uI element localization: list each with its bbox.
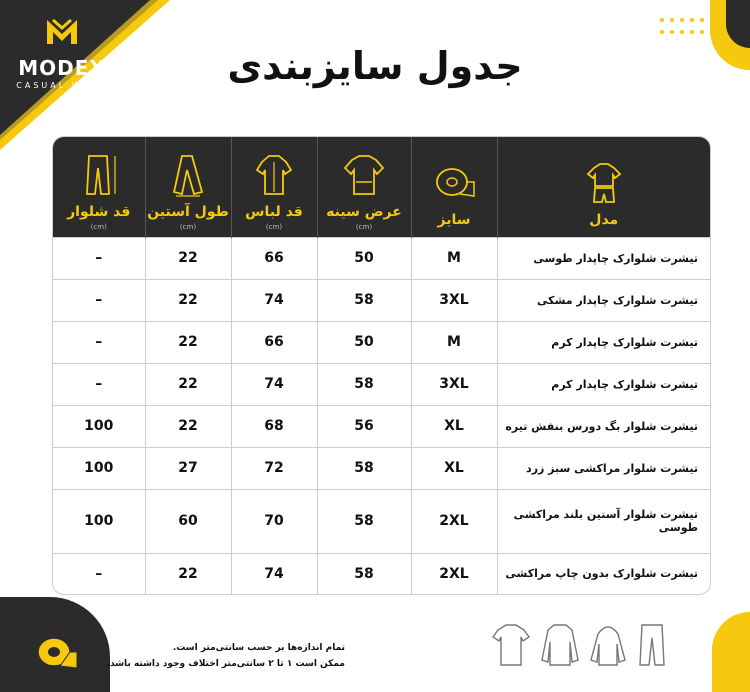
- tshirt-chest-icon: [342, 152, 386, 198]
- model-cell: تیشرت شلوار آستین بلند مراکشی طوسی: [497, 489, 710, 553]
- clothing-icons-row: [492, 620, 672, 670]
- column-header: [231, 137, 317, 237]
- chest-width-cell: 58: [317, 363, 411, 405]
- pants-length-cell: 100: [53, 447, 145, 489]
- table-row: [53, 405, 710, 447]
- note-line-1: تمام اندازه‌ها بر حسب سانتی‌متر است.: [172, 643, 345, 653]
- outfit-icon: [582, 160, 626, 206]
- pants-length-cell: –: [53, 321, 145, 363]
- sleeve-length-cell: 22: [145, 321, 231, 363]
- chest-width-cell: 58: [317, 553, 411, 594]
- column-label: قد شلوار: [67, 203, 131, 220]
- chest-width-cell: 58: [317, 279, 411, 321]
- measurement-note: [105, 640, 345, 672]
- pants-length-cell: 100: [53, 489, 145, 553]
- pants-length-cell: –: [53, 237, 145, 279]
- brand-tagline: CASUAL WEAR: [16, 81, 108, 90]
- garment-length-cell: 74: [231, 363, 317, 405]
- column-unit: (cm): [179, 222, 197, 231]
- sleeve-length-cell: 22: [145, 553, 231, 594]
- chest-width-cell: 58: [317, 447, 411, 489]
- size-cell: 3XL: [411, 279, 497, 321]
- model-cell: تیشرت شلوارک چاپدار کرم: [497, 363, 710, 405]
- model-cell: تیشرت شلوارک بدون چاپ مراکشی: [497, 553, 710, 594]
- model-cell: تیشرت شلوار بگ دورس بنفش تیره: [497, 405, 710, 447]
- column-header: [497, 137, 710, 237]
- size-cell: 2XL: [411, 553, 497, 594]
- sleeve-length-cell: 22: [145, 405, 231, 447]
- column-header: [317, 137, 411, 237]
- garment-length-cell: 68: [231, 405, 317, 447]
- chest-width-cell: 58: [317, 489, 411, 553]
- column-label: طول آستین: [147, 203, 229, 220]
- sleeve-length-cell: 60: [145, 489, 231, 553]
- hoodie-icon: [591, 627, 625, 665]
- tape-measure-icon: [432, 160, 476, 206]
- pants-length-cell: –: [53, 363, 145, 405]
- column-label: سایز: [437, 211, 471, 228]
- chest-width-cell: 50: [317, 321, 411, 363]
- size-cell: XL: [411, 405, 497, 447]
- sweatshirt-icon: [542, 625, 578, 665]
- size-table: [52, 136, 711, 595]
- garment-length-cell: 70: [231, 489, 317, 553]
- chest-width-cell: 56: [317, 405, 411, 447]
- model-cell: تیشرت شلوارک چاپدار کرم: [497, 321, 710, 363]
- garment-length-cell: 74: [231, 279, 317, 321]
- shirt-length-icon: [254, 152, 294, 198]
- table-row: [53, 489, 710, 553]
- table-row: [53, 237, 710, 279]
- table-row: [53, 321, 710, 363]
- table-row: [53, 279, 710, 321]
- sleeve-icon: [168, 152, 208, 198]
- column-label: عرض سینه: [326, 203, 402, 220]
- note-line-2: ممکن است ۱ تا ۲ سانتی‌متر اختلاف وجود داشته باشد.: [106, 659, 345, 669]
- pants-length-cell: –: [53, 553, 145, 594]
- column-label: مدل: [589, 211, 619, 228]
- size-cell: M: [411, 237, 497, 279]
- pants-length-cell: 100: [53, 405, 145, 447]
- size-cell: M: [411, 321, 497, 363]
- corner-decoration-bottom-right: [712, 612, 750, 692]
- pants-icon: [79, 152, 119, 198]
- tshirt-icon: [493, 625, 529, 665]
- page-title: جدول سایزبندی: [227, 44, 523, 88]
- column-header: [145, 137, 231, 237]
- garment-length-cell: 72: [231, 447, 317, 489]
- column-unit: (cm): [265, 222, 283, 231]
- table-row: [53, 363, 710, 405]
- column-unit: (cm): [90, 222, 107, 231]
- model-cell: تیشرت شلوار مراکشی سبز زرد: [497, 447, 710, 489]
- brand-name: MODEX: [18, 56, 106, 80]
- model-cell: تیشرت شلوارک چاپدار طوسی: [497, 237, 710, 279]
- sleeve-length-cell: 22: [145, 363, 231, 405]
- size-cell: XL: [411, 447, 497, 489]
- size-cell: 3XL: [411, 363, 497, 405]
- sleeve-length-cell: 27: [145, 447, 231, 489]
- column-label: قد لباس: [245, 203, 303, 220]
- table-row: [53, 553, 710, 594]
- column-header: [411, 137, 497, 237]
- table-row: [53, 447, 710, 489]
- table-header-row: [53, 137, 710, 237]
- sleeve-length-cell: 22: [145, 279, 231, 321]
- column-unit: (cm): [355, 222, 373, 231]
- garment-length-cell: 74: [231, 553, 317, 594]
- garment-length-cell: 66: [231, 237, 317, 279]
- chest-width-cell: 50: [317, 237, 411, 279]
- tape-measure-icon: [34, 632, 78, 676]
- garment-length-cell: 66: [231, 321, 317, 363]
- model-cell: تیشرت شلوارک چاپدار مشکی: [497, 279, 710, 321]
- sleeve-length-cell: 22: [145, 237, 231, 279]
- column-header: [53, 137, 145, 237]
- size-cell: 2XL: [411, 489, 497, 553]
- pants-icon: [640, 625, 664, 665]
- pants-length-cell: –: [53, 279, 145, 321]
